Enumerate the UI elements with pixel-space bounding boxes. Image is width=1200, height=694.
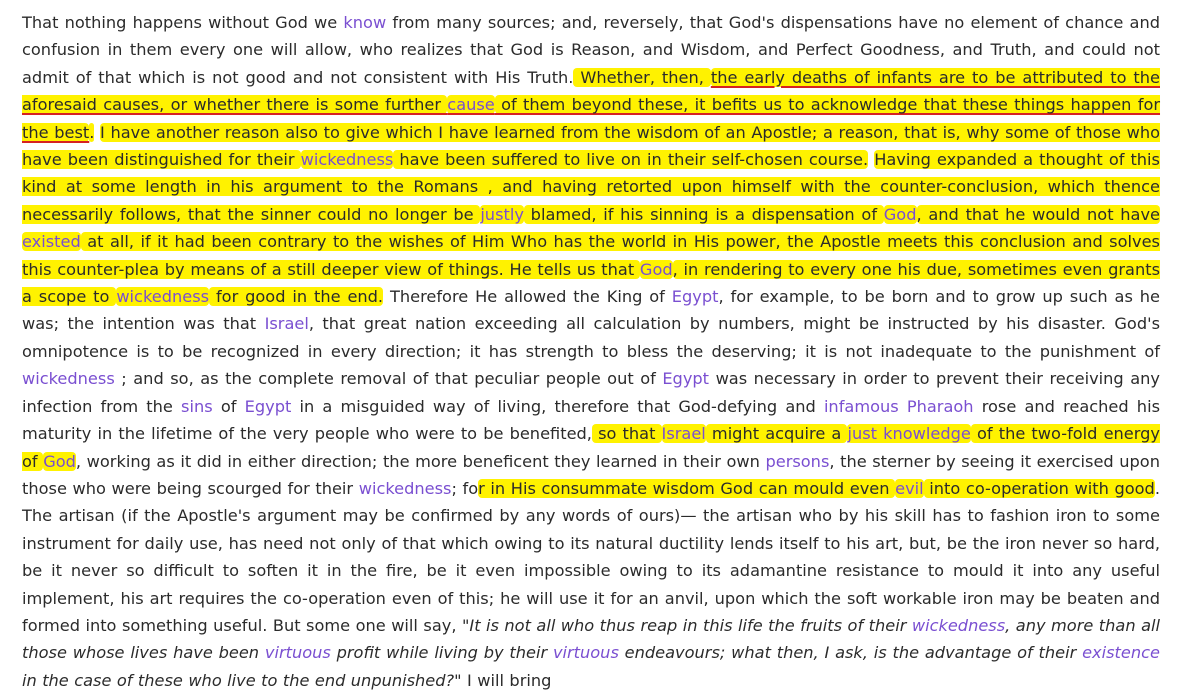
term-link[interactable]: just knowledge xyxy=(847,424,971,444)
term-link[interactable]: wickedness xyxy=(22,369,115,389)
text-segment: , that great nation exceeding all calculation by numbers, might be instructed by his disaster. God's omnipotence is to be recognized in every direction; it has strength to bless the deserving; it is not inadequate to the punishment of xyxy=(22,314,1160,361)
term-link[interactable]: wickedness xyxy=(300,150,394,170)
highlighted-text: Whether, then, xyxy=(573,67,711,87)
quoted-text: , any more than all those whose lives have been xyxy=(22,615,1160,663)
text-segment: I will bring xyxy=(461,670,552,690)
term-link[interactable]: Israel xyxy=(264,314,309,334)
term-link[interactable]: wickedness xyxy=(116,287,210,307)
highlighted-text: I have another reason also to give which I have learned from the wisdom of an Apostle; a reason, that is, why some of those who have been distinguished for their xyxy=(22,122,1160,170)
text-segment: Therefore He allowed the King of xyxy=(383,287,672,307)
text-segment: ; fo xyxy=(451,478,479,498)
text-segment: ; and so, as the complete removal of that peculiar people out of xyxy=(114,369,663,389)
quoted-text: profit while living by their xyxy=(330,643,553,663)
quoted-text: "It is not all who thus reap in this life the fruits of their xyxy=(461,615,912,635)
highlighted-text: blamed, if his sinning is a dispensation of xyxy=(523,204,884,224)
text-segment: of xyxy=(212,396,245,416)
highlighted-text: of the two-fold energy of xyxy=(22,424,1160,471)
underlined-highlight: the early deaths of infants are to be attributed to the aforesaid causes, or whether there is some further xyxy=(22,67,1160,115)
highlighted-text: , in rendering to every one his due, sometimes even grants a scope to xyxy=(22,259,1161,307)
term-link[interactable]: Egypt xyxy=(244,396,292,416)
term-link[interactable]: wickedness xyxy=(358,478,452,498)
term-link[interactable]: sins xyxy=(181,396,213,416)
text-segment: was necessary in order to prevent their receiving any infection from the xyxy=(22,369,1160,416)
term-link[interactable]: Egypt xyxy=(671,287,719,307)
term-link[interactable]: cause xyxy=(447,95,495,115)
highlighted-text: r in His consummate wisdom God can mould even xyxy=(478,478,896,498)
term-link[interactable]: justly xyxy=(480,204,524,224)
highlighted-text: so that xyxy=(591,424,662,444)
term-link[interactable]: wickedness xyxy=(911,615,1006,635)
highlighted-text: into co-operation with good xyxy=(923,478,1155,498)
term-link[interactable]: persons xyxy=(765,451,830,471)
term-link[interactable]: Israel xyxy=(661,424,706,444)
term-link[interactable]: God xyxy=(639,259,673,279)
underlined-highlight: of them beyond these, it befits us to acknowledge that these things happen for the best xyxy=(22,95,1161,142)
quoted-text: in the case of these who live to the end unpunished?" xyxy=(22,670,462,690)
term-link[interactable]: existed xyxy=(22,232,81,252)
term-link[interactable]: infamous xyxy=(823,396,899,416)
highlighted-text: . xyxy=(89,122,95,142)
term-link[interactable]: existence xyxy=(1082,643,1160,663)
term-link[interactable]: know xyxy=(343,13,387,32)
text-segment: in a misguided way of living, therefore that God-defying and xyxy=(291,396,824,416)
term-link[interactable]: virtuous xyxy=(264,643,331,663)
term-link[interactable]: evil xyxy=(895,478,924,498)
passage-paragraph xyxy=(22,9,1160,694)
highlighted-text: for good in the end. xyxy=(209,287,384,307)
text-segment: , the sterner by seeing it exercised upon those who were being scourged for their xyxy=(22,451,1160,498)
term-link[interactable]: Egypt xyxy=(662,369,710,389)
highlighted-text: Having expanded a thought of this kind at some length in his argument to the Romans , and having retorted upon himself with the counter-conclusion, which thence necessarily follows, that the sinner could no longer be xyxy=(22,150,1160,224)
term-link[interactable]: Pharaoh xyxy=(906,396,974,416)
highlighted-text: , and that he would not have xyxy=(916,204,1160,224)
text-segment: , for example, to be born and to grow up such as he was; the intention was that xyxy=(22,287,1161,334)
highlighted-text: have been suffered to live on in their self-chosen course. xyxy=(393,150,869,170)
highlighted-text: might acquire a xyxy=(705,424,848,444)
text-segment xyxy=(899,397,907,416)
highlighted-text: at all, if it had been contrary to the wishes of Him Who has the world in His power, the Apostle meets this conclusion and solves this counter-plea by means of a still deeper view of things. He tells us that xyxy=(22,232,1160,279)
text-segment: That nothing happens without God we xyxy=(22,13,344,32)
quoted-text: endeavours; what then, I ask, is the advantage of their xyxy=(618,643,1083,663)
text-segment: rose and reached his maturity in the lifetime of the very people who were to be benefited, xyxy=(22,396,1160,444)
text-segment: from many sources; and, reversely, that God's dispensations have no element of chance and confusion in them every one will allow, who realizes that God is Reason, and Wisdom, and Perfect Goodness, and Truth, and could not admit of that which is not good and not consistent with His Truth. xyxy=(22,13,1161,87)
term-link[interactable]: virtuous xyxy=(552,643,619,663)
term-link[interactable]: God xyxy=(43,451,76,471)
term-link[interactable]: God xyxy=(883,204,917,224)
text-segment: , working as it did in either direction; the more beneficent they learned in their own xyxy=(75,451,766,471)
text-segment: . The artisan (if the Apostle's argument may be confirmed by any words of ours)— the artisan who by his skill has to fashion iron to some instrument for daily use, has need not only of that which owing to its natural ductility lends itself to his art, but, be the iron never so hard, be it never so difficult to soften it in the fire, be it even impossible owing to its adamantine resistance to mould it into any useful implement, his art requires the co-operation even of this; he will use it for an anvil, upon which the soft workable iron may be beaten and formed into something useful. But some one will say, xyxy=(22,478,1160,635)
